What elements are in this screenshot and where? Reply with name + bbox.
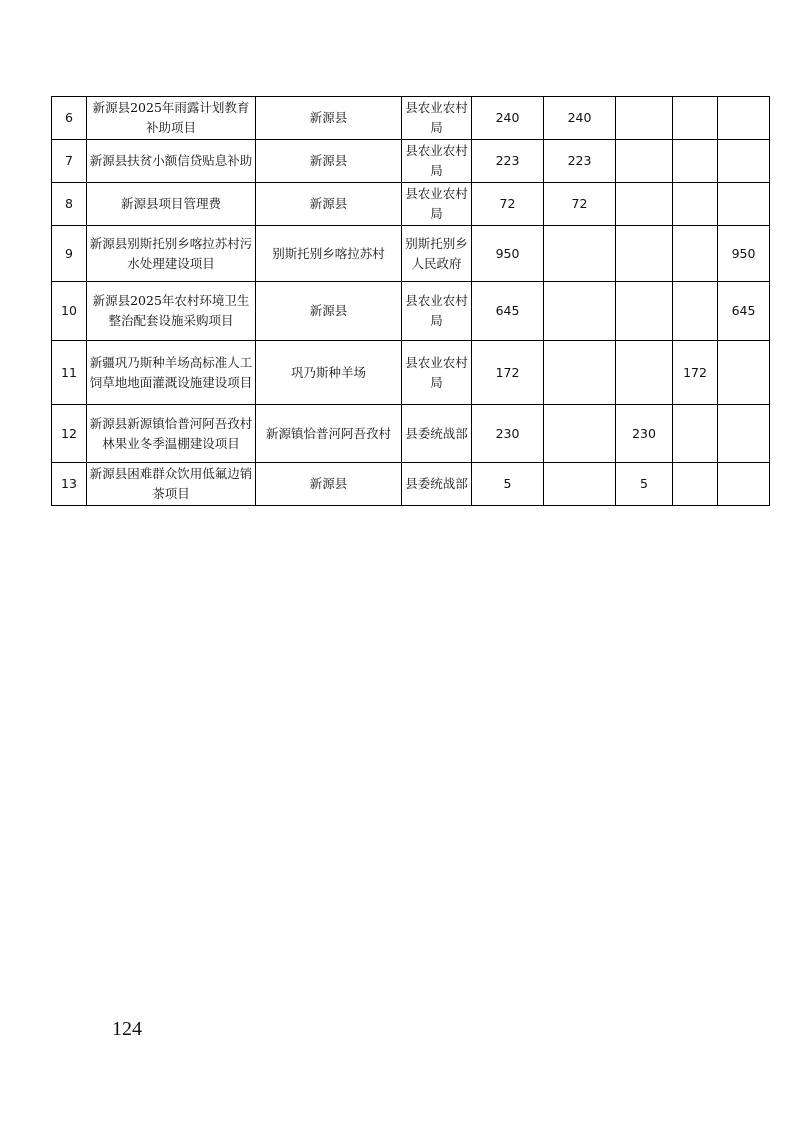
amount-col-d: 645 xyxy=(718,282,770,341)
row-number: 9 xyxy=(52,226,87,282)
total-amount: 240 xyxy=(472,97,544,140)
amount-col-a xyxy=(544,405,616,463)
project-table xyxy=(51,96,770,506)
project-location: 新源县 xyxy=(256,282,402,341)
amount-col-c xyxy=(673,97,718,140)
table-row xyxy=(52,405,770,463)
amount-col-a xyxy=(544,341,616,405)
table-row xyxy=(52,97,770,140)
amount-col-d xyxy=(718,140,770,183)
responsible-unit: 县农业农村局 xyxy=(402,97,472,140)
row-number: 13 xyxy=(52,463,87,506)
amount-col-d xyxy=(718,183,770,226)
amount-col-d xyxy=(718,405,770,463)
responsible-unit: 县农业农村局 xyxy=(402,140,472,183)
total-amount: 72 xyxy=(472,183,544,226)
table-row xyxy=(52,341,770,405)
amount-col-b xyxy=(616,282,673,341)
amount-col-b xyxy=(616,97,673,140)
project-name: 新源县项目管理费 xyxy=(87,183,256,226)
project-name: 新源县扶贫小额信贷贴息补助 xyxy=(87,140,256,183)
total-amount: 223 xyxy=(472,140,544,183)
amount-col-a xyxy=(544,282,616,341)
amount-col-b: 230 xyxy=(616,405,673,463)
row-number: 12 xyxy=(52,405,87,463)
amount-col-b: 5 xyxy=(616,463,673,506)
table-row xyxy=(52,226,770,282)
project-location: 新源县 xyxy=(256,140,402,183)
amount-col-c xyxy=(673,226,718,282)
total-amount: 645 xyxy=(472,282,544,341)
table-row xyxy=(52,282,770,341)
total-amount: 230 xyxy=(472,405,544,463)
responsible-unit: 县委统战部 xyxy=(402,463,472,506)
project-location: 新源镇恰普河阿吾孜村 xyxy=(256,405,402,463)
table-row xyxy=(52,463,770,506)
amount-col-c xyxy=(673,140,718,183)
project-location: 新源县 xyxy=(256,463,402,506)
total-amount: 5 xyxy=(472,463,544,506)
amount-col-b xyxy=(616,341,673,405)
amount-col-b xyxy=(616,226,673,282)
row-number: 11 xyxy=(52,341,87,405)
amount-col-a: 72 xyxy=(544,183,616,226)
row-number: 10 xyxy=(52,282,87,341)
amount-col-a: 223 xyxy=(544,140,616,183)
row-number: 6 xyxy=(52,97,87,140)
amount-col-b xyxy=(616,140,673,183)
responsible-unit: 县农业农村局 xyxy=(402,341,472,405)
amount-col-a xyxy=(544,463,616,506)
amount-col-c xyxy=(673,463,718,506)
table-row xyxy=(52,140,770,183)
amount-col-a xyxy=(544,226,616,282)
amount-col-d: 950 xyxy=(718,226,770,282)
table-row xyxy=(52,183,770,226)
amount-col-a: 240 xyxy=(544,97,616,140)
project-location: 新源县 xyxy=(256,97,402,140)
responsible-unit: 县农业农村局 xyxy=(402,183,472,226)
amount-col-c: 172 xyxy=(673,341,718,405)
project-location: 新源县 xyxy=(256,183,402,226)
amount-col-b xyxy=(616,183,673,226)
project-name: 新源县2025年农村环境卫生整治配套设施采购项目 xyxy=(87,282,256,341)
row-number: 7 xyxy=(52,140,87,183)
responsible-unit: 县委统战部 xyxy=(402,405,472,463)
project-location: 别斯托别乡喀拉苏村 xyxy=(256,226,402,282)
responsible-unit: 别斯托别乡人民政府 xyxy=(402,226,472,282)
total-amount: 950 xyxy=(472,226,544,282)
responsible-unit: 县农业农村局 xyxy=(402,282,472,341)
project-name: 新源县新源镇恰普河阿吾孜村林果业冬季温棚建设项目 xyxy=(87,405,256,463)
project-name: 新源县2025年雨露计划教育补助项目 xyxy=(87,97,256,140)
total-amount: 172 xyxy=(472,341,544,405)
amount-col-d xyxy=(718,97,770,140)
amount-col-c xyxy=(673,405,718,463)
project-name: 新源县别斯托别乡喀拉苏村污水处理建设项目 xyxy=(87,226,256,282)
row-number: 8 xyxy=(52,183,87,226)
amount-col-d xyxy=(718,341,770,405)
project-name: 新源县困难群众饮用低氟边销茶项目 xyxy=(87,463,256,506)
page-number: 124 xyxy=(112,1018,142,1040)
amount-col-c xyxy=(673,282,718,341)
project-name: 新疆巩乃斯种羊场高标准人工饲草地地面灌溉设施建设项目 xyxy=(87,341,256,405)
amount-col-c xyxy=(673,183,718,226)
project-location: 巩乃斯种羊场 xyxy=(256,341,402,405)
amount-col-d xyxy=(718,463,770,506)
